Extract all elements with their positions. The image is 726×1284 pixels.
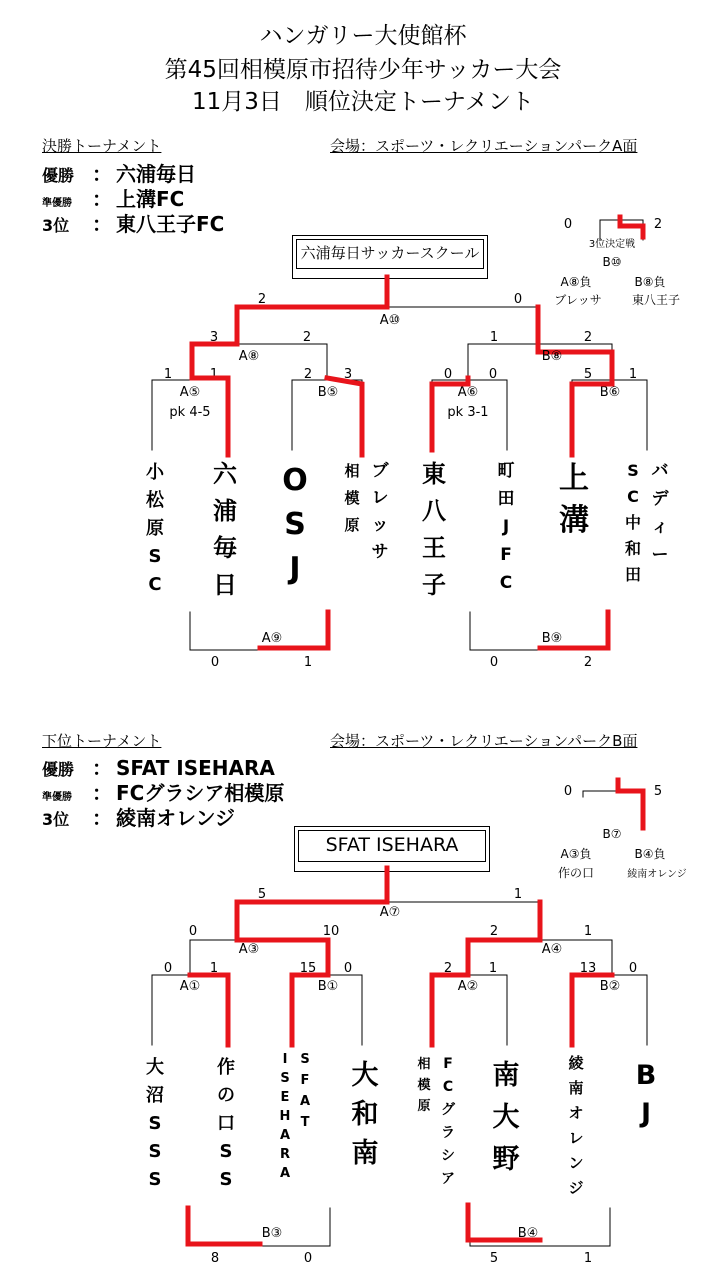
- semi-right-score: 2: [583, 330, 593, 345]
- team-name-vertical: F C グラシア: [441, 1056, 455, 1187]
- team-name-vertical: 六浦毎日: [213, 460, 237, 599]
- quarter-right-score: 0: [628, 961, 638, 976]
- third-place-match: B⑦: [602, 827, 622, 841]
- final-left-score: 2: [257, 292, 267, 307]
- final-right-score: 1: [513, 887, 523, 902]
- team-name: 六浦毎日: [116, 162, 196, 186]
- quarter-match-id: B①: [317, 979, 339, 994]
- semi-right-score: 2: [302, 330, 312, 345]
- quarter-left-score: 1: [163, 367, 173, 382]
- third-place-right-team: 綾南オレンジ: [627, 869, 687, 880]
- third-place-left-score: 0: [563, 217, 573, 232]
- quarter-left-score: 13: [579, 961, 597, 976]
- lower-section-label: 下位トーナメント: [42, 732, 162, 750]
- lower-semi-right-winner-path: [468, 902, 540, 975]
- bottom-match-id: B④: [517, 1226, 539, 1241]
- team-name: SFAT ISEHARA: [116, 756, 275, 780]
- team-name-vertical: 相模原: [417, 1057, 431, 1114]
- semi-left-score: 1: [489, 330, 499, 345]
- quarter-left-score: 5: [583, 367, 593, 382]
- title-line-2: 第45回相模原市招待少年サッカー大会: [164, 57, 562, 83]
- quarter-match-id: A⑥: [457, 385, 479, 400]
- team-name-vertical: 上溝: [559, 461, 589, 538]
- team-name-vertical: 相模原: [344, 462, 360, 534]
- semi-match-id: A③: [238, 942, 260, 957]
- third-place-match: B⑩: [602, 255, 622, 269]
- third-place-left-slot: A③負: [560, 847, 592, 861]
- third-place-left-team: ブレッサ: [554, 293, 602, 307]
- team-name-vertical: 東八王子: [422, 460, 446, 599]
- quarter-right-score: 0: [343, 961, 353, 976]
- colon: ：: [92, 781, 112, 805]
- colon: ：: [92, 162, 112, 186]
- team-name-vertical: 作の口 S S: [217, 1057, 235, 1190]
- quarter-match-id: B⑤: [317, 385, 339, 400]
- bottom-right-score: 1: [303, 655, 313, 670]
- title-line-3: 11月3日 順位決定トーナメント: [192, 89, 534, 115]
- rank-label: 優勝: [42, 760, 75, 779]
- quarter-match-id: B②: [599, 979, 621, 994]
- third-place-right-slot: B⑧負: [634, 275, 666, 289]
- quarter-left-score: 0: [163, 961, 173, 976]
- semi-match-id: B⑧: [541, 349, 563, 364]
- team-name-vertical: B J: [635, 1060, 657, 1129]
- semi-right-score: 10: [322, 924, 340, 939]
- team-name-vertical: 大和南: [351, 1060, 379, 1169]
- upper-bottom-left-bracket: [190, 612, 330, 650]
- bottom-left-score: 5: [489, 1251, 499, 1266]
- quarter-match-id: B⑥: [599, 385, 621, 400]
- quarter-pk-score: pk 3-1: [447, 405, 489, 420]
- upper-semi-right-winner-path: [538, 307, 612, 378]
- quarter-pk-score: pk 4-5: [169, 405, 211, 420]
- rank-label: 準優勝: [42, 792, 72, 803]
- team-name-vertical: 南大野: [492, 1060, 520, 1175]
- colon: ：: [92, 187, 112, 211]
- rank-label: 準優勝: [42, 198, 72, 209]
- quarter-right-score: 1: [209, 961, 219, 976]
- team-name-vertical: バディー: [651, 461, 669, 565]
- quarter-right-score: 1: [628, 367, 638, 382]
- bottom-left-score: 8: [210, 1251, 220, 1266]
- team-name-vertical: S C 中和田: [624, 461, 642, 584]
- quarter-left-score: 15: [299, 961, 317, 976]
- quarter-left-score: 0: [443, 367, 453, 382]
- quarter-match-id: A②: [457, 979, 479, 994]
- bottom-match-id: B⑨: [541, 631, 563, 646]
- final-match-id: A⑩: [379, 313, 401, 328]
- team-name-vertical: 町田 J F C: [497, 461, 515, 593]
- bottom-match-id: A⑨: [261, 631, 283, 646]
- title-line-1: ハンガリー大使館杯: [259, 23, 467, 49]
- quarter-right-score: 3: [343, 367, 353, 382]
- final-match-id: A⑦: [379, 905, 401, 920]
- team-name-vertical: O S J: [282, 463, 308, 586]
- final-right-score: 0: [513, 292, 523, 307]
- bottom-right-score: 1: [583, 1251, 593, 1266]
- colon: ：: [92, 806, 112, 830]
- quarter-match-id: A⑤: [179, 385, 201, 400]
- upper-section-label: 決勝トーナメント: [42, 137, 162, 155]
- third-place-right-team: 東八王子: [631, 293, 681, 307]
- lower-third-place-winner-path: [618, 780, 643, 828]
- rank-label: 3位: [42, 810, 70, 829]
- semi-left-score: 0: [188, 924, 198, 939]
- upper-champion-name: 六浦毎日サッカースクール: [296, 239, 484, 269]
- bottom-match-id: B③: [261, 1226, 283, 1241]
- team-name-vertical: S F A T: [299, 1052, 311, 1130]
- team-name: FCグラシア相模原: [116, 781, 285, 805]
- lower-third-place-bracket: [583, 791, 643, 830]
- quarter-right-score: 1: [209, 367, 219, 382]
- semi-left-score: 3: [209, 330, 219, 345]
- quarter-right-score: 0: [488, 367, 498, 382]
- semi-left-score: 2: [489, 924, 499, 939]
- rank-label: 3位: [42, 216, 70, 235]
- team-name: 東八王子FC: [116, 212, 225, 236]
- quarter-match-id: A①: [179, 979, 201, 994]
- upper-final-winner-path: [237, 277, 387, 344]
- colon: ：: [92, 212, 112, 236]
- team-name: 綾南オレンジ: [116, 806, 235, 830]
- upper-bottom-right-bracket: [470, 612, 610, 650]
- third-place-right-score: 5: [653, 784, 663, 799]
- team-name: 上溝FC: [116, 187, 185, 211]
- third-place-left-team: 作の口: [557, 866, 595, 880]
- third-place-right-score: 2: [653, 217, 663, 232]
- final-left-score: 5: [257, 887, 267, 902]
- third-place-left-slot: A⑧負: [560, 275, 592, 289]
- lower-final-winner-path: [237, 868, 387, 940]
- team-name-vertical: I S E H A R A: [279, 1052, 291, 1181]
- third-place-label: 3位決定戦: [588, 239, 636, 250]
- lower-champion-name: SFAT ISEHARA: [298, 830, 486, 862]
- semi-right-score: 1: [583, 924, 593, 939]
- colon: ：: [92, 756, 112, 780]
- quarter-left-score: 2: [303, 367, 313, 382]
- team-name-vertical: 小松原 S C: [146, 462, 164, 595]
- bottom-right-score: 0: [303, 1251, 313, 1266]
- rank-label: 優勝: [42, 166, 75, 185]
- bottom-left-score: 0: [489, 655, 499, 670]
- quarter-right-score: 1: [488, 961, 498, 976]
- upper-venue: 会場：スポーツ・レクリエーションパークA面: [330, 137, 638, 155]
- third-place-right-slot: B④負: [634, 847, 666, 861]
- lower-bottom-left-bracket: [190, 1208, 330, 1246]
- team-name-vertical: 綾南オレンジ: [568, 1054, 584, 1197]
- third-place-left-score: 0: [563, 784, 573, 799]
- lower-bottom-left-winner-path: [188, 1208, 260, 1244]
- team-name-vertical: 大沼 S S S: [146, 1057, 164, 1190]
- bottom-left-score: 0: [210, 655, 220, 670]
- team-name-vertical: ブレッサ: [371, 461, 389, 562]
- bottom-right-score: 2: [583, 655, 593, 670]
- semi-match-id: A⑧: [238, 349, 260, 364]
- quarter-left-score: 2: [443, 961, 453, 976]
- semi-match-id: A④: [541, 942, 563, 957]
- lower-venue: 会場：スポーツ・レクリエーションパークB面: [330, 732, 638, 750]
